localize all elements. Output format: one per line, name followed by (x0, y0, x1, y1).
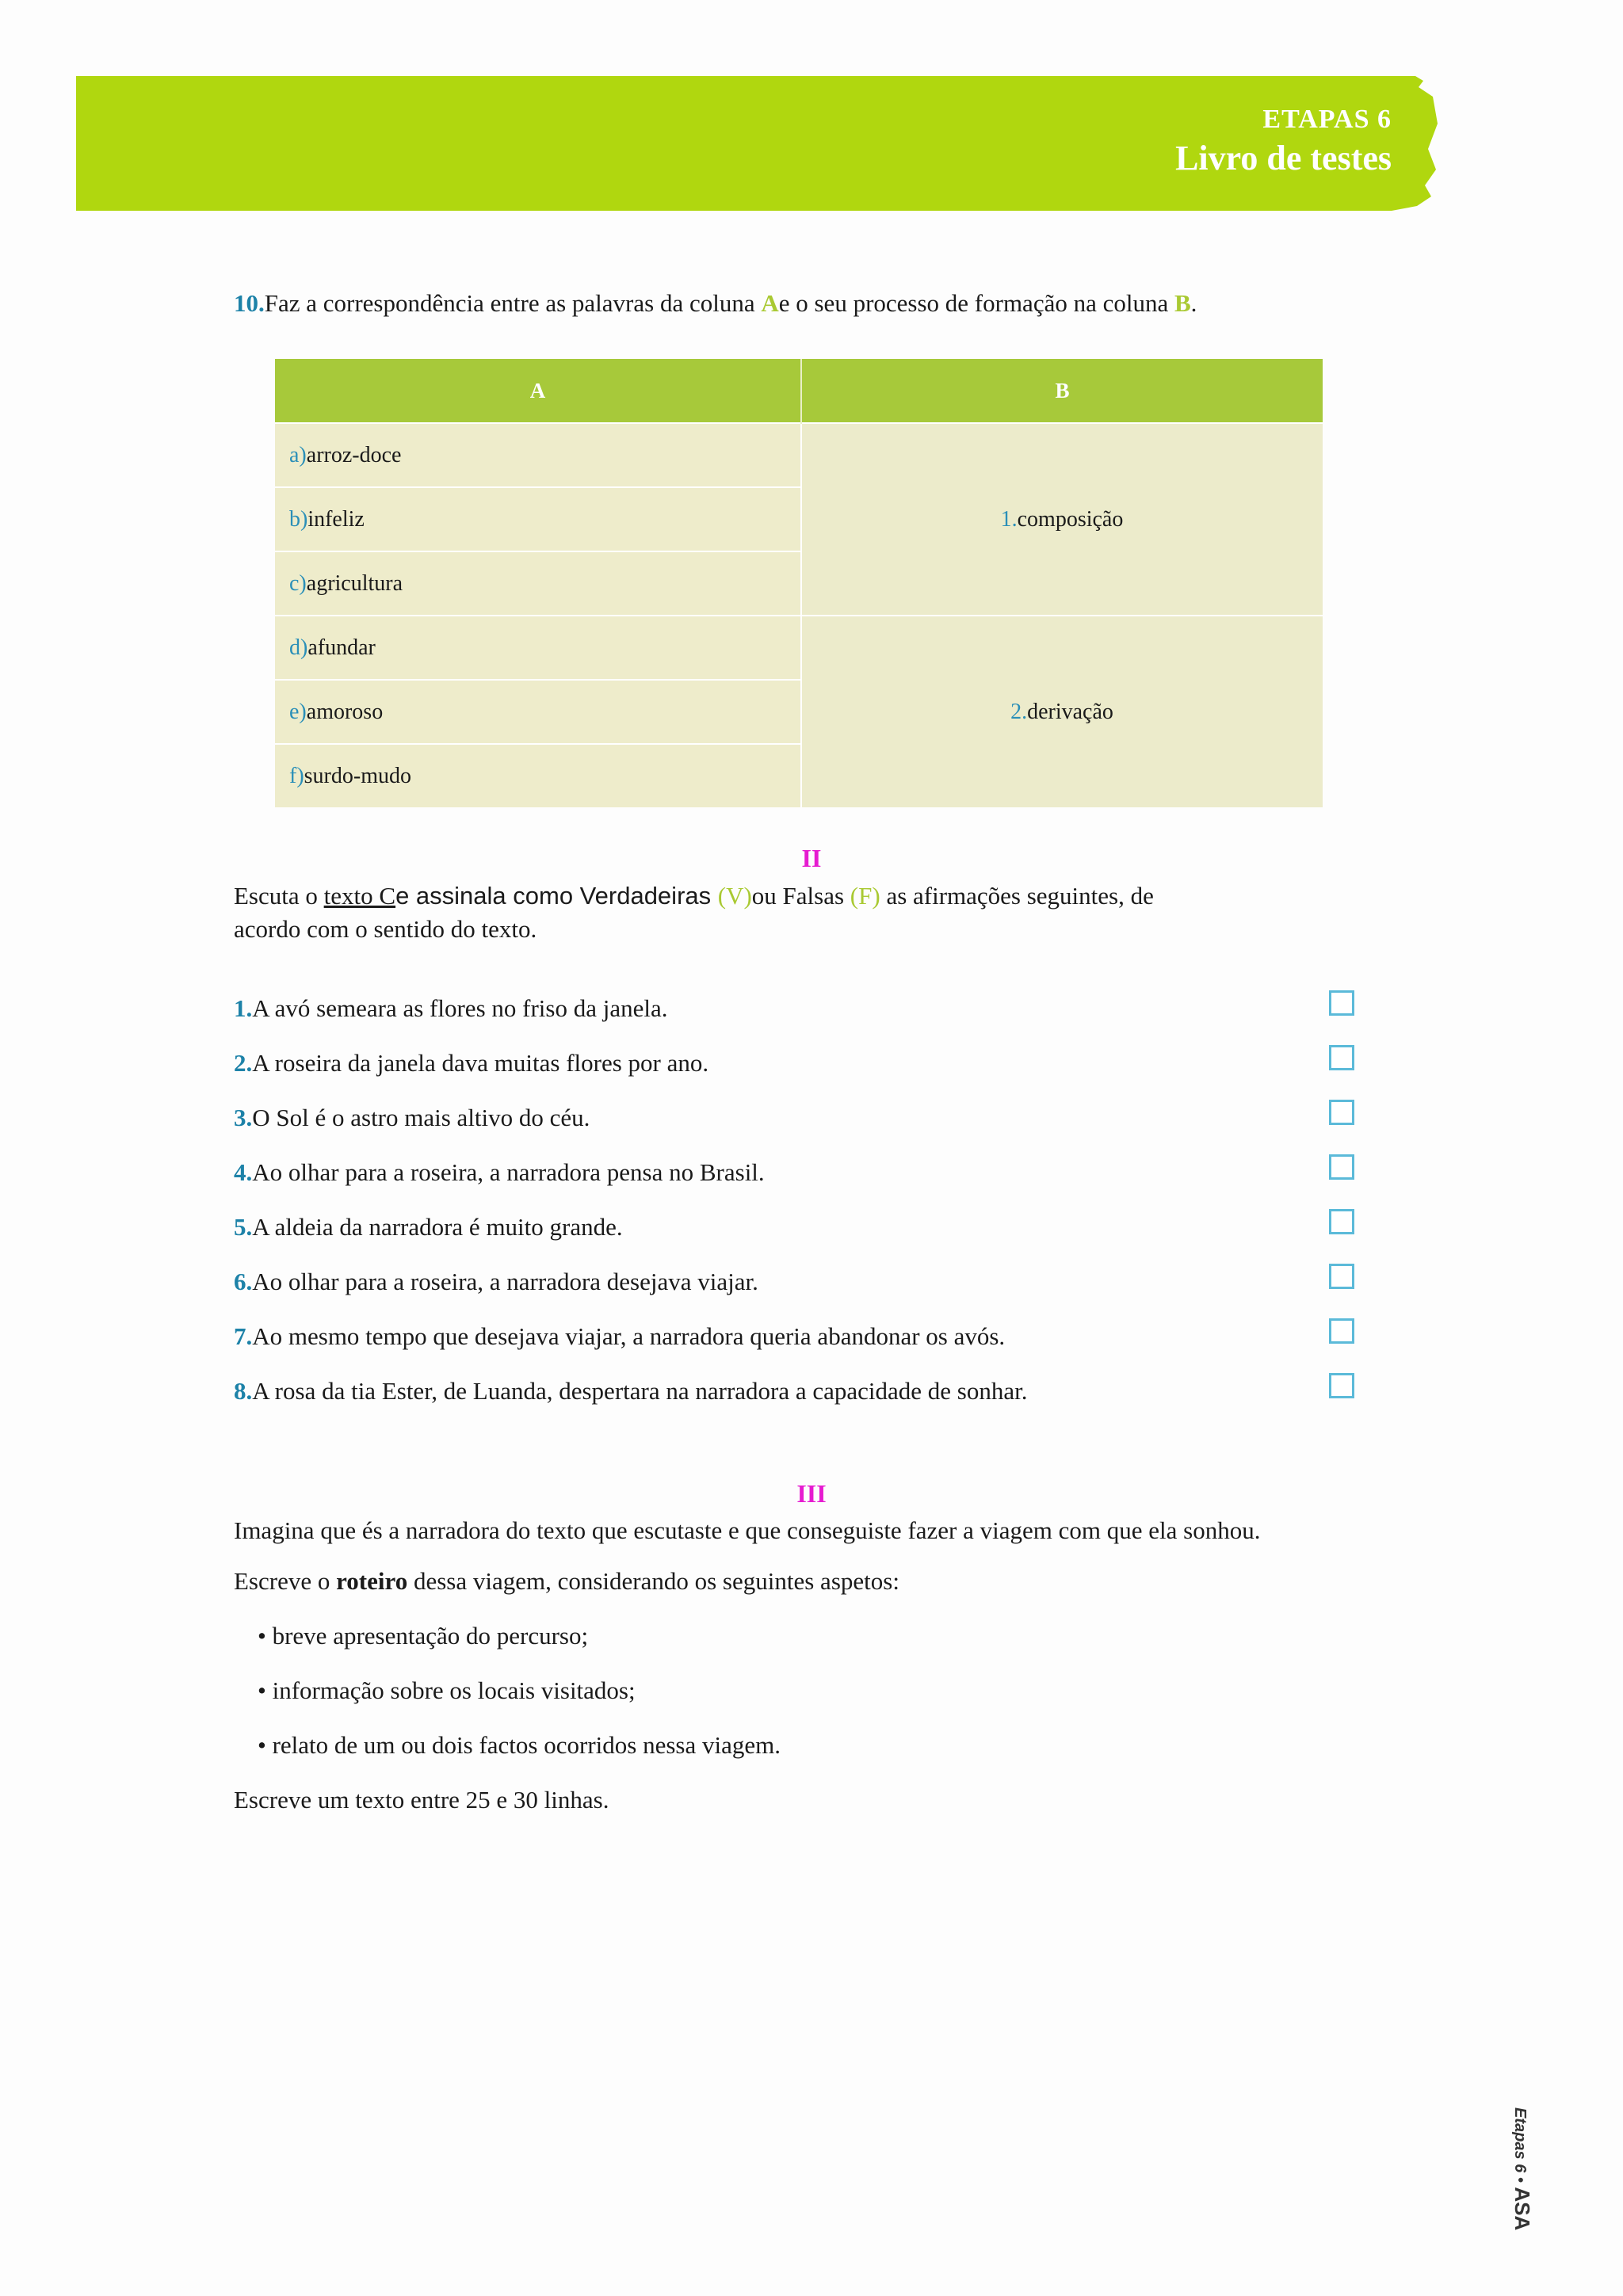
footer-separator: • (1511, 2176, 1529, 2183)
table-cell-word (275, 551, 801, 616)
false-marker: (F) (850, 882, 880, 910)
statement-number: 3. (234, 1104, 253, 1131)
row-letter: f) (289, 763, 304, 788)
answer-checkbox[interactable] (1329, 1209, 1354, 1234)
bullet-item: • relato de um ou dois factos ocorridos nessa viagem. (258, 1731, 781, 1759)
page-footer (1504, 2107, 1552, 2231)
section-heading-ii: II (801, 844, 822, 872)
statement-1 (234, 994, 667, 1023)
task-keyword: roteiro (336, 1567, 408, 1595)
publisher-logo: ASA (1510, 2187, 1534, 2231)
row-letter: c) (289, 570, 307, 596)
statement-4 (234, 1158, 765, 1187)
instruction-text: Escuta o (234, 882, 324, 910)
statement-number: 6. (234, 1268, 253, 1295)
task-text: Escreve o (234, 1567, 337, 1595)
statement-text: Ao olhar para a roseira, a narradora desejava viajar. (252, 1268, 758, 1295)
answer-checkbox[interactable] (1329, 990, 1354, 1016)
statement-8 (234, 1377, 1027, 1405)
statement-2 (234, 1049, 708, 1077)
answer-checkbox[interactable] (1329, 1100, 1354, 1125)
statement-5 (234, 1213, 623, 1241)
column-b-ref: B (1174, 289, 1191, 317)
bullet-item: • breve apresentação do percurso; (258, 1622, 589, 1650)
table-cell-word (275, 487, 801, 551)
section-iii-intro: Imagina que és a narradora do texto que escutaste e que conseguiste fazer a viagem com que ela sonhou. (234, 1516, 1261, 1544)
statement-text: A rosa da tia Ester, de Luanda, despertara na narradora a capacidade de sonhar. (252, 1377, 1028, 1405)
row-letter: a) (289, 442, 307, 467)
row-letter: b) (289, 506, 308, 532)
answer-checkbox[interactable] (1329, 1373, 1354, 1398)
row-word: amoroso (306, 699, 384, 724)
option-number: 2. (1010, 699, 1028, 724)
table-cell-word (275, 744, 801, 807)
section-ii-instructions (234, 879, 1154, 946)
row-letter: d) (289, 635, 308, 660)
table-row (275, 423, 1323, 487)
true-marker: (V) (717, 882, 752, 910)
column-b-header: B (801, 359, 1323, 423)
header-banner (76, 76, 1439, 211)
statement-text: A roseira da janela dava muitas flores por ano. (252, 1049, 709, 1077)
table-row (275, 616, 1323, 680)
statement-number: 8. (234, 1377, 253, 1405)
instruction-text: e assinala como Verdadeiras (395, 882, 718, 910)
statement-text: Ao mesmo tempo que desejava viajar, a narradora queria abandonar os avós. (252, 1322, 1006, 1350)
statement-number: 4. (234, 1158, 253, 1186)
answer-checkbox[interactable] (1329, 1154, 1354, 1180)
statement-3 (234, 1104, 590, 1132)
row-word: infeliz (307, 506, 365, 532)
answer-checkbox[interactable] (1329, 1045, 1354, 1070)
bullet-item: • informação sobre os locais visitados; (258, 1676, 636, 1704)
question-text: e o seu processo de formação na coluna (778, 289, 1174, 317)
matching-table (275, 359, 1323, 807)
series-label: ETAPAS 6 (1262, 105, 1392, 134)
question-10 (234, 289, 1197, 318)
section-heading-iii: III (796, 1479, 827, 1508)
answer-checkbox[interactable] (1329, 1264, 1354, 1289)
question-punct: . (1190, 289, 1197, 317)
section-iii-closing: Escreve um texto entre 25 e 30 linhas. (234, 1786, 609, 1814)
text-reference: texto C (323, 882, 396, 910)
row-letter: e) (289, 699, 307, 724)
instruction-text: as afirmações seguintes, de (880, 882, 1154, 910)
question-text: Faz a correspondência entre as palavras da coluna (264, 289, 762, 317)
row-word: surdo-mudo (304, 763, 411, 788)
option-number: 1. (1000, 506, 1018, 532)
statement-text: O Sol é o astro mais altivo do céu. (252, 1104, 590, 1131)
footer-brand: Etapas 6 (1511, 2107, 1529, 2173)
section-iii-task (234, 1567, 899, 1596)
statement-number: 7. (234, 1322, 253, 1350)
table-cell-word (275, 616, 801, 680)
table-cell-word (275, 423, 801, 487)
option-cell (801, 423, 1323, 616)
statement-7 (234, 1322, 1005, 1351)
column-a-ref: A (761, 289, 779, 317)
row-word: arroz-doce (306, 442, 402, 467)
option-label: derivação (1027, 699, 1113, 724)
statement-number: 1. (234, 994, 253, 1022)
book-title: Livro de testes (1175, 139, 1392, 177)
option-label: composição (1017, 506, 1124, 532)
statement-number: 2. (234, 1049, 253, 1077)
instruction-text: ou Falsas (751, 882, 850, 910)
statement-number: 5. (234, 1213, 253, 1241)
statement-text: Ao olhar para a roseira, a narradora pensa no Brasil. (252, 1158, 765, 1186)
statement-text: A avó semeara as flores no friso da janela. (252, 994, 668, 1022)
table-cell-word (275, 680, 801, 744)
answer-checkbox[interactable] (1329, 1318, 1354, 1344)
statement-text: A aldeia da narradora é muito grande. (252, 1213, 623, 1241)
question-number: 10. (234, 289, 265, 317)
option-cell (801, 616, 1323, 807)
row-word: afundar (307, 635, 376, 660)
column-a-header: A (275, 359, 801, 423)
row-word: agricultura (306, 570, 403, 596)
instruction-text: acordo com o sentido do texto. (234, 915, 537, 943)
task-text: dessa viagem, considerando os seguintes aspetos: (407, 1567, 899, 1595)
statement-6 (234, 1268, 758, 1296)
